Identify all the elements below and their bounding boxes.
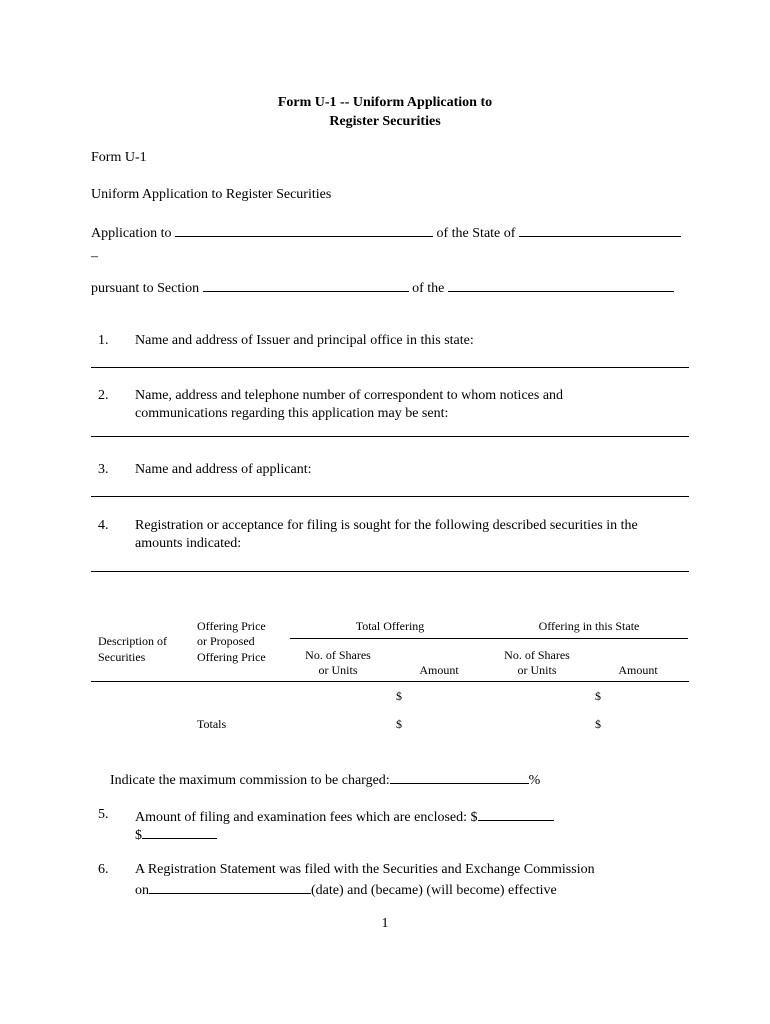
item-6-number: 6. — [98, 862, 109, 877]
item-6-on: on — [135, 883, 149, 898]
col-offering-price-line3: Offering Price — [197, 650, 266, 664]
item-5-line2 — [135, 825, 217, 844]
item-1-answer-line[interactable] — [91, 367, 689, 368]
date-field[interactable] — [149, 880, 311, 894]
item-2-text-line2: communications regarding this application may be sent: — [135, 406, 449, 421]
state-amount-header: Amount — [618, 663, 658, 677]
item-4-answer-line[interactable] — [91, 571, 689, 572]
fees-field-2[interactable] — [142, 825, 217, 839]
item-4-text-line2: amounts indicated: — [135, 536, 242, 551]
col-description-line1: Description of — [98, 634, 167, 648]
item-6-text-line1: A Registration Statement was filed with the Securities and Exchange Commission — [135, 862, 595, 877]
state-of-field[interactable] — [519, 223, 681, 237]
commission-field[interactable] — [390, 770, 529, 784]
total-amount-header: Amount — [419, 663, 459, 677]
item-6-line2 — [135, 880, 557, 899]
item-3-answer-line[interactable] — [91, 496, 689, 497]
item-5-number: 5. — [98, 807, 109, 822]
of-the-field[interactable] — [448, 278, 674, 292]
totals-label: Totals — [197, 717, 227, 731]
col-offering-price-line2: or Proposed — [197, 634, 255, 648]
totals-state-dollar: $ — [595, 717, 601, 731]
form-title-line1: Form U-1 -- Uniform Application to — [277, 95, 493, 110]
dash-mark: – — [91, 249, 98, 264]
item-6-effective: (date) and (became) (will become) effective — [311, 883, 557, 898]
item-2-text-line1: Name, address and telephone number of correspondent to whom notices and — [135, 388, 564, 403]
of-the-label: of the — [412, 281, 445, 296]
total-shares-header-line1: No. of Shares — [305, 648, 371, 662]
item-4-text-line1: Registration or acceptance for filing is sought for the following described securities in the — [135, 518, 638, 533]
group-total-offering: Total Offering — [355, 619, 425, 633]
form-label: Form U-1 — [91, 150, 147, 165]
item-2-number: 2. — [98, 388, 109, 403]
percent-sign: % — [528, 773, 541, 788]
total-shares-header-line2: or Units — [318, 663, 358, 677]
item-5-text: Amount of filing and examination fees which are enclosed: $ — [135, 810, 478, 825]
group-header-rule — [290, 638, 688, 639]
item-3-number: 3. — [98, 462, 109, 477]
pursuant-label: pursuant to Section — [91, 281, 200, 296]
commission-line — [110, 770, 540, 789]
commission-label: Indicate the maximum commission to be charged: — [110, 773, 390, 788]
item-1-number: 1. — [98, 333, 109, 348]
table-header-rule — [91, 681, 689, 682]
state-shares-header-line2: or Units — [517, 663, 557, 677]
col-offering-price-line1: Offering Price — [197, 619, 266, 633]
form-subtitle: Uniform Application to Register Securities — [91, 187, 332, 202]
row1-state-dollar: $ — [595, 689, 601, 703]
section-field[interactable] — [203, 278, 409, 292]
group-offering-in-state: Offering in this State — [538, 619, 640, 633]
item-2-answer-line[interactable] — [91, 436, 689, 437]
application-to-field[interactable] — [175, 223, 433, 237]
state-shares-header-line1: No. of Shares — [504, 648, 570, 662]
col-description-line2: Securities — [98, 650, 146, 664]
row1-total-dollar: $ — [396, 689, 402, 703]
state-of-label: of the State of — [436, 226, 516, 241]
item-3-text: Name and address of applicant: — [135, 462, 312, 477]
fees-field[interactable] — [478, 807, 554, 821]
page-number: 1 — [381, 916, 389, 931]
totals-total-dollar: $ — [396, 717, 402, 731]
form-title-line2: Register Securities — [329, 114, 441, 129]
application-to-label: Application to — [91, 226, 172, 241]
pursuant-line — [91, 278, 674, 297]
application-to-line — [91, 223, 681, 242]
item-4-number: 4. — [98, 518, 109, 533]
item-1-text: Name and address of Issuer and principal office in this state: — [135, 333, 474, 348]
item-5-line1 — [135, 807, 554, 826]
item-5-dollar: $ — [135, 828, 142, 843]
